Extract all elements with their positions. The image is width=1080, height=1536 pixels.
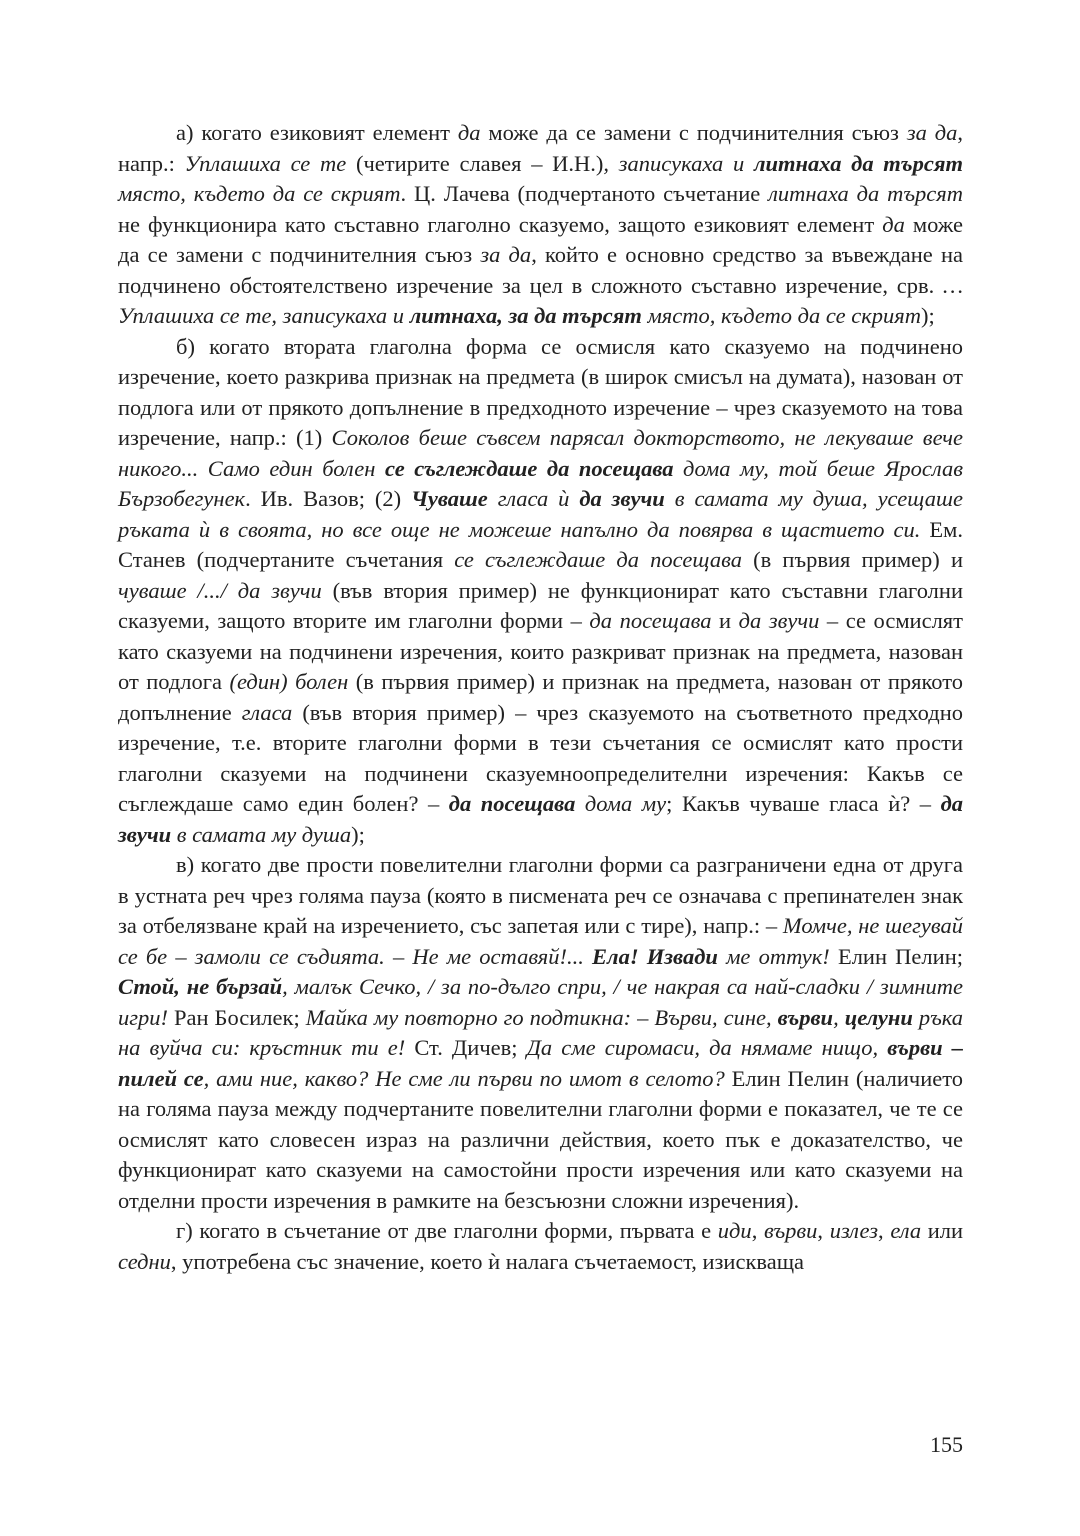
text-run: дома му, той беше Ярослав Бързобегунек bbox=[118, 455, 963, 511]
text-run: не функционира като съставно глаголно сказуемо, защото езиковият елемент bbox=[118, 211, 883, 237]
text-run: Майка му повторно го подтикна: – Върви, сине, bbox=[305, 1004, 778, 1030]
text-run: (един) болен bbox=[229, 669, 349, 694]
paragraph-a bbox=[118, 118, 963, 332]
text-run: и bbox=[711, 608, 739, 633]
text-run: …Уплашиха се те, записукаха и bbox=[118, 272, 963, 328]
text-run: ела bbox=[890, 1218, 922, 1243]
text-run: Соколов беше съвсем парясал докторството, не лекуваше вече никого... Само един болен bbox=[118, 425, 963, 481]
text-run: ръка на вуйча си: кръстник ти е! bbox=[118, 1004, 964, 1060]
text-run: Стой, не бързай bbox=[118, 974, 283, 999]
text-run: (четирите славея – И.Н.) bbox=[346, 150, 604, 176]
text-run: място, където да се скрият bbox=[641, 303, 921, 328]
paragraph-b bbox=[118, 332, 963, 851]
text-run: място, където да се скрият bbox=[118, 181, 401, 206]
text-run: . Ц. Лачева (подчертаното съчетание bbox=[400, 181, 769, 206]
text-run: Ела! Извади bbox=[592, 943, 718, 969]
text-run: , малък Сечко, / за по-дълго спри, / че накрая са най-сладки / зимните игри! bbox=[118, 974, 963, 1030]
text-run: , напр.: bbox=[118, 120, 963, 176]
text-run: да посещава bbox=[448, 791, 576, 816]
page-body bbox=[118, 118, 963, 1277]
text-run: – Момче, не шегувай се бе – замоли се съдията. – Не ме оставяй!... bbox=[118, 913, 963, 969]
paragraph-v bbox=[118, 850, 963, 1216]
text-run: (в първия пример) и признак на предмета, назован от прякото допълнение bbox=[118, 669, 963, 725]
text-run: седни bbox=[118, 1248, 171, 1274]
text-run: Елин Пелин; bbox=[829, 943, 963, 969]
text-run: ); bbox=[351, 821, 365, 847]
text-run: литнаха да търсят bbox=[768, 181, 963, 206]
text-run: (във втория пример) не функционират като съставни глаголни сказуеми, защото вторите им глаголни форми – bbox=[118, 577, 963, 633]
text-run: излез bbox=[829, 1218, 879, 1243]
page-number: 155 bbox=[930, 1432, 963, 1457]
text-run: да звучи bbox=[118, 791, 963, 847]
text-run: Да сме сиромаси, да нямаме нищо, bbox=[526, 1035, 888, 1060]
text-run: да звучи bbox=[579, 486, 665, 511]
text-run: г) когато в съчетание от две глаголни форми, първата е bbox=[176, 1218, 718, 1243]
text-run: (в първия пример) и bbox=[741, 547, 963, 572]
text-run: се съглеждаше да посещава bbox=[385, 455, 674, 481]
text-run: ме оттук! bbox=[717, 943, 830, 969]
text-run: върви bbox=[777, 1004, 834, 1030]
text-run: Ст. Дичев; bbox=[405, 1035, 527, 1060]
text-run: ); bbox=[920, 303, 935, 328]
text-run: Ран Босилек; bbox=[168, 1004, 306, 1030]
text-run: чуваше /.../ да звучи bbox=[118, 577, 322, 603]
text-run: Ем. Станев (подчертаните съчетания bbox=[118, 516, 963, 572]
text-run: , bbox=[833, 1004, 845, 1030]
text-run: ; Какъв чуваше гласа ѝ? – bbox=[666, 791, 941, 816]
text-run: литнаха да търсят bbox=[753, 150, 963, 176]
text-run: Елин Пелин (наличието на голяма пауза между подчертаните повелителни глаголни форми е показател, че те се осмислят като словесен израз на различни действия, което пък е доказателство, че функционират като сказуеми на самостойни прости изречения или като сказуеми на отделни прости изречения в рамките на безсъюзни сложни изречения). bbox=[118, 1065, 964, 1213]
text-run: , записукаха и bbox=[603, 150, 754, 176]
text-run: , bbox=[878, 1218, 891, 1243]
text-run: б) когато втората глаголна форма се осмисля като сказуемо на подчинено изречение, което разкрива признак на предмета (в широк смисъл на думата), назован от подлога или от прякото допълнение в предходното изречение – чрез сказуемото на това изречение, напр.: (1) bbox=[118, 333, 963, 450]
text-run: , употребена със значение, което ѝ налага съчетаемост, изискваща bbox=[170, 1248, 805, 1274]
text-run: Уплашиха се те bbox=[184, 150, 347, 176]
text-run: Чуваше bbox=[411, 486, 488, 511]
text-run: за да bbox=[906, 120, 958, 145]
text-run: – се осмислят като сказуеми на подчинени изречения, които разкриват признак на предмета, назован от подлога bbox=[118, 608, 963, 694]
text-run: да посещава bbox=[589, 608, 712, 633]
text-run: или bbox=[921, 1218, 964, 1243]
text-run: (във втория пример) – чрез сказуемото на съответното предходно изречение, т.е. вторите глаголни форми в тези съчетания се осмислят като прости глаголни сказуеми на подчинени сказуемноопределителни изречения: Какъв се съглеждаше само един болен? – bbox=[118, 699, 963, 816]
text-run: върви bbox=[763, 1218, 818, 1243]
text-run: , bbox=[817, 1218, 830, 1243]
text-run: се съглеждаше да посещава bbox=[454, 547, 742, 572]
text-run: в) когато две прости повелителни глаголни форми са разграничени една от друга в устната реч чрез голяма пауза (която в писмената реч се означава с препинателен знак за отбелязване край на изречението, със запетая или с тире), напр.: bbox=[118, 852, 963, 938]
text-run: в самата му душа, усещаше ръката ѝ в своята, но все още не можеше напълно да повярва в щастието си. bbox=[118, 486, 963, 542]
text-run: може да се замени с подчинителния съюз bbox=[118, 211, 963, 267]
text-run: . Ив. Вазов; (2) bbox=[245, 486, 412, 511]
text-run: да bbox=[457, 120, 481, 145]
text-run: върви – пилей се bbox=[118, 1035, 963, 1091]
text-run: а) когато езиковият елемент bbox=[176, 120, 458, 145]
text-run: да звучи bbox=[738, 608, 820, 633]
text-run: , ами ние, какво? Не сме ли първи по имот в селото? bbox=[203, 1065, 725, 1091]
text-run: в самата му душа bbox=[171, 821, 352, 847]
text-run: може да се замени с подчинителния съюз bbox=[480, 120, 907, 145]
paragraph-g bbox=[118, 1216, 963, 1277]
text-run: литнаха, за да търсят bbox=[409, 303, 642, 328]
text-run: , bbox=[751, 1218, 764, 1243]
text-run: целуни bbox=[844, 1004, 913, 1030]
text-run: за да bbox=[480, 242, 532, 267]
text-run: гласа bbox=[241, 699, 293, 725]
text-run: , който е основно средство за въвеждане на подчинено обстоятелствено изречение за цел в сложното съставно изречение, срв. bbox=[118, 242, 963, 298]
text-run: да bbox=[882, 211, 905, 237]
text-run: иди bbox=[717, 1218, 752, 1243]
text-run: дома му bbox=[575, 791, 667, 816]
text-run: гласа ѝ bbox=[487, 486, 580, 511]
